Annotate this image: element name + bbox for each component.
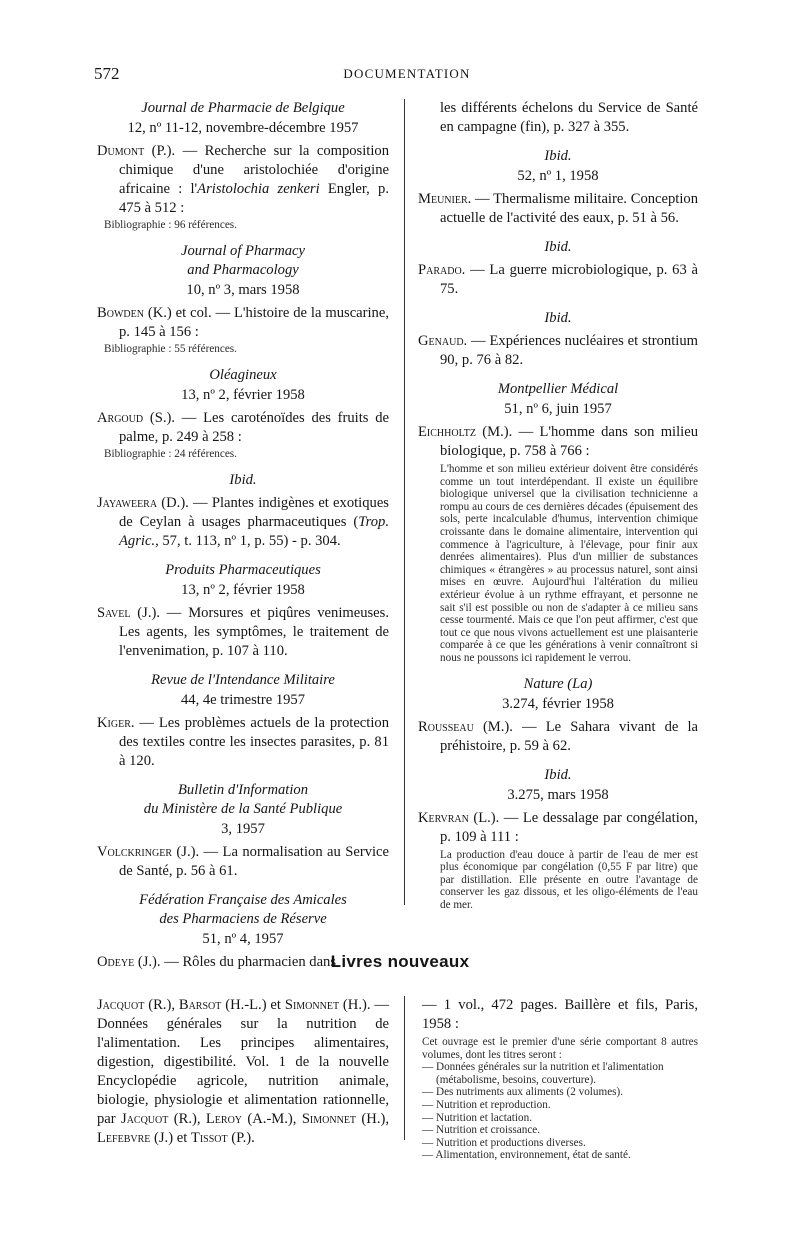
- article-abstract: La production d'eau douce à partir de l'eau de mer est plus économique par congélation (0,55 F par litre) que par distillation. Elle présente en outre l'avantage de conserver les gaz dissous, et les oligo-éléments de l'eau de mer.: [440, 848, 698, 911]
- author: Bowden (K.): [97, 305, 172, 321]
- author: Meunier.: [418, 191, 472, 207]
- journal-issue: 13, nº 2, février 1958: [181, 387, 305, 403]
- book-entry-continuation: [422, 996, 698, 1162]
- journal-issue: 44, 4e trimestre 1957: [180, 692, 306, 708]
- journal-title: Journal de Pharmacie de Belgique: [141, 100, 345, 116]
- running-title: DOCUMENTATION: [343, 66, 471, 81]
- author: Odeye (J.).: [97, 954, 161, 970]
- article-entry: Argoud (S.). — Les caroténoïdes des fruits de palme, p. 249 à 258 :: [97, 410, 389, 445]
- journal-title: Oléagineux: [209, 367, 277, 383]
- column-divider: [404, 99, 405, 905]
- right-column: [418, 99, 698, 917]
- article-entry: Parado. — La guerre microbiologique, p. 63 à 75.: [418, 262, 698, 297]
- journal-title: Fédération Française des Amicales: [139, 892, 347, 908]
- book-publication: — 1 vol., 472 pages. Baillère et fils, Paris, 1958 :: [422, 997, 698, 1032]
- journal-issue: 51, nº 4, 1957: [202, 931, 284, 947]
- volume-list: [422, 1061, 698, 1162]
- book-abstract: Cet ouvrage est le premier d'une série comportant 8 autres volumes, dont les titres seront :: [422, 1036, 698, 1061]
- list-item: — Nutrition et croissance.: [422, 1124, 541, 1137]
- bibliography-note: Bibliographie : 24 références.: [104, 448, 237, 460]
- author: Jayaweera (D.).: [97, 495, 189, 511]
- journal-issue: 10, nº 3, mars 1958: [186, 282, 300, 298]
- column-divider: [404, 996, 405, 1140]
- article-entry: Kervran (L.). — Le dessalage par congélation, p. 109 à 111 :: [418, 809, 698, 845]
- journal-title: Ibid.: [544, 239, 572, 255]
- journal-issue: 3.275, mars 1958: [507, 786, 609, 803]
- author: Genaud.: [418, 333, 468, 349]
- journal-title: Bulletin d'Information: [178, 782, 308, 798]
- journal-issue: 13, nº 2, février 1958: [181, 582, 305, 598]
- article-abstract: L'homme et son milieu extérieur doivent être considérés comme un tout interdépendant. Il existe un équilibre biologique universel que la civilisation technicienne a rompu au cours de ces dernières décades (épuisement des sols, perte incalculable d'humus, intervention chimique croissante dans le domaine alimentaire, intervention qui commence à l'agriculture, à l'élevage, pour finir aux denrées alimentaires). Plus d'un millier de substances chimiques « étrangères » au processus naturel, sont ainsi mises en œuvre. Aujourd'hui l'altération du milieu extérieur évolue à un rythme effrayant, et personne ne sait s'il est possible ou non de s'adapter à ce milieu sans cesse tourmenté. Mais ce que l'on peut affirmer, c'est que tout ce que nous vivons actuellement est une plaisanterie comparée à ce que les générations à venir connaîtront si nous ne poussons ici rapidement le verrou.: [440, 463, 698, 664]
- article-entry: Kiger. — Les problèmes actuels de la protection des textiles contre les insectes parasites, p. 81 à 120.: [97, 715, 389, 769]
- left-column: [97, 99, 389, 972]
- article-entry: Jayaweera (D.). — Plantes indigènes et exotiques de Ceylan à usages pharmaceutiques (Trop. Agric., 57, t. 113, nº 1, p. 55) - p. 304.: [97, 495, 389, 549]
- list-item: — Nutrition et productions diverses.: [422, 1136, 586, 1149]
- journal-title: Ibid.: [544, 766, 572, 783]
- list-item: — Des nutriments aux aliments (2 volumes).: [422, 1086, 624, 1099]
- journal-title-line2: and Pharmacology: [187, 262, 299, 278]
- journal-title-line2: des Pharmaciens de Réserve: [159, 911, 327, 927]
- author: Kiger.: [97, 715, 135, 731]
- journal-issue: 52, nº 1, 1958: [517, 168, 599, 184]
- journal-issue: 51, nº 6, juin 1957: [504, 401, 612, 417]
- journal-title: Ibid.: [544, 310, 572, 326]
- bibliography-note: Bibliographie : 96 références.: [104, 219, 237, 231]
- journal-issue: 3.274, février 1958: [502, 695, 614, 712]
- article-entry: Genaud. — Expériences nucléaires et strontium 90, p. 76 à 82.: [418, 333, 698, 368]
- author: Rousseau (M.).: [418, 718, 513, 735]
- journal-title: Ibid.: [229, 472, 257, 488]
- article-entry: Savel (J.). — Morsures et piqûres venimeuses. Les agents, les symptômes, le traitement de l'envenimation, p. 107 à 110.: [97, 605, 389, 659]
- section-title: Livres nouveaux: [330, 952, 470, 971]
- bibliography-note: Bibliographie : 55 références.: [104, 343, 237, 355]
- journal-title: Journal of Pharmacy: [180, 243, 306, 259]
- page-header: [94, 64, 720, 84]
- author: Volckringer (J.).: [97, 844, 200, 860]
- journal-title: Nature (La): [523, 675, 593, 692]
- article-entry: Dumont (P.). — Recherche sur la composition chimique d'une aristolochiée d'origine africaine : l'Aristolochia zenkeri Engler, p. 475 à 512 :: [97, 143, 389, 216]
- article-entry: Volckringer (J.). — La normalisation au Service de Santé, p. 56 à 61.: [97, 844, 390, 879]
- author: Parado.: [418, 262, 466, 278]
- list-item: — Nutrition et reproduction.: [422, 1098, 551, 1111]
- journal-title: Revue de l'Intendance Militaire: [151, 672, 335, 688]
- article-entry: Meunier. — Thermalisme militaire. Conception actuelle de l'activité des eaux, p. 51 à 56.: [418, 191, 698, 226]
- page-number: 572: [94, 64, 120, 83]
- article-continuation: les différents échelons du Service de Santé en campagne (fin), p. 327 à 355.: [440, 100, 698, 135]
- list-item: — Données générales sur la nutrition et l'alimentation (métabolisme, besoins, couverture).: [422, 1061, 664, 1086]
- book-citation: Jacquot (R.), Barsot (H.-L.) et Simonnet (H.). — Données générales sur la nutrition de l'alimentation. Les principes alimentaires, digestion, digestibilité. Vol. 1 de la nouvelle Encyclopédie agricole, nutrition animale, biologie, physiologie et alimentation rationnelle, par Jacquot (R.), Leroy (A.-M.), Simonnet (H.), Lefebvre (J.) et Tissot (P.).: [97, 997, 389, 1146]
- article-entry: Rousseau (M.). — Le Sahara vivant de la préhistoire, p. 59 à 62.: [418, 718, 698, 754]
- journal-title: Ibid.: [544, 148, 572, 164]
- journal-title-line2: du Ministère de la Santé Publique: [143, 801, 343, 817]
- book-entry: [97, 996, 389, 1148]
- journal-issue: 3, 1957: [221, 821, 265, 837]
- journal-title: Montpellier Médical: [497, 381, 619, 397]
- author: Eichholtz (M.).: [418, 424, 513, 440]
- article-entry: Odeye (J.). — Rôles du pharmacien dans: [97, 954, 337, 970]
- journal-title: Produits Pharmaceutiques: [165, 562, 321, 578]
- author: Dumont (P.).: [97, 143, 176, 159]
- list-item: — Nutrition et lactation.: [422, 1111, 532, 1124]
- journal-issue: 12, nº 11-12, novembre-décembre 1957: [127, 120, 359, 136]
- list-item: — Alimentation, environnement, état de santé.: [422, 1149, 631, 1162]
- author: Argoud (S.).: [97, 410, 175, 426]
- article-entry: Bowden (K.) et col. — L'histoire de la muscarine, p. 145 à 156 :: [97, 305, 389, 340]
- author: Savel (J.).: [97, 605, 160, 621]
- article-entry: Eichholtz (M.). — L'homme dans son milieu biologique, p. 758 à 766 :: [418, 424, 698, 459]
- author: Kervran (L.).: [418, 809, 500, 826]
